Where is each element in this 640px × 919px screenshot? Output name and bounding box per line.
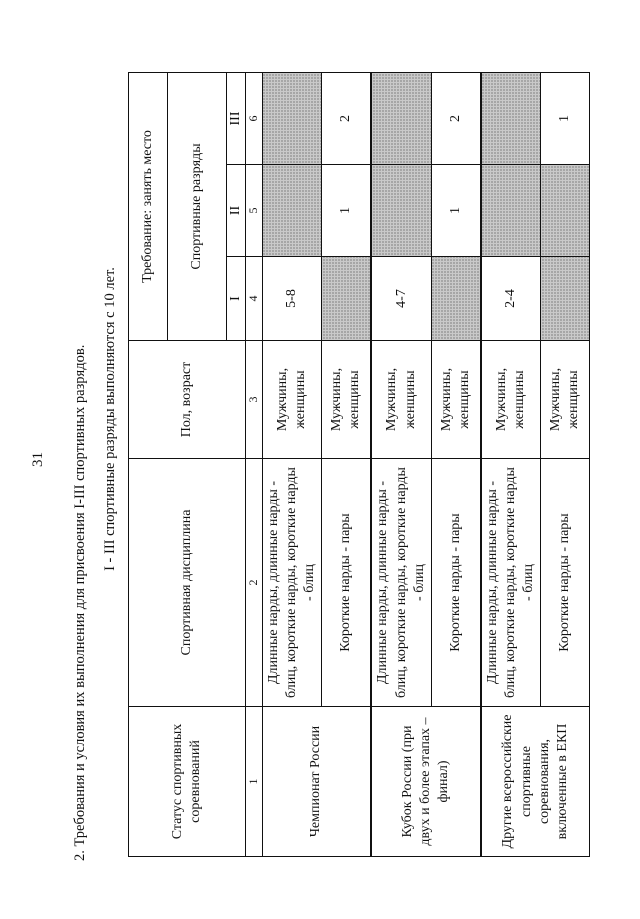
discipline-cell: Короткие нарды - пары bbox=[322, 459, 371, 707]
page-number: 31 bbox=[30, 452, 46, 467]
rank-2-cell bbox=[481, 165, 541, 257]
rank-3-cell bbox=[481, 72, 541, 164]
table-row bbox=[372, 72, 432, 856]
gender-cell: Мужчины, женщины bbox=[431, 341, 480, 459]
rank-1-cell: 5-8 bbox=[262, 257, 322, 341]
gender-cell: Мужчины, женщины bbox=[541, 341, 590, 459]
rank-1-cell: 4-7 bbox=[372, 257, 432, 341]
rank-2-cell: 1 bbox=[322, 165, 371, 257]
header-discipline: Спортивная дисциплина bbox=[129, 459, 246, 707]
rank-3-cell: 2 bbox=[431, 72, 480, 164]
gender-cell: Мужчины, женщины bbox=[322, 341, 371, 459]
status-cell: Другие всероссийские спортивные соревнования, включенные в ЕКП bbox=[481, 707, 590, 857]
discipline-cell: Короткие нарды - пары bbox=[431, 459, 480, 707]
col-number-3: 3 bbox=[246, 341, 263, 459]
rank-1-cell bbox=[431, 257, 480, 341]
col-number-4: 4 bbox=[246, 257, 263, 341]
header-gender-age: Пол, возраст bbox=[129, 341, 246, 459]
rank-1-cell: 2-4 bbox=[481, 257, 541, 341]
gender-cell: Мужчины, женщины bbox=[262, 341, 322, 459]
rank-3-cell bbox=[262, 72, 322, 164]
rank-3-cell: 1 bbox=[541, 72, 590, 164]
rank-1-cell bbox=[322, 257, 371, 341]
header-status: Статус спортивных соревнований bbox=[129, 707, 246, 857]
rank-3-cell: 2 bbox=[322, 72, 371, 164]
rank-2-cell bbox=[262, 165, 322, 257]
col-number-2: 2 bbox=[246, 459, 263, 707]
header-rank-2: II bbox=[227, 165, 246, 257]
discipline-cell: Длинные нарды, длинные нарды - блиц, короткие нарды, короткие нарды - блиц bbox=[481, 459, 541, 707]
gender-cell: Мужчины, женщины bbox=[372, 341, 432, 459]
col-number-5: 5 bbox=[246, 165, 263, 257]
table-row bbox=[481, 72, 541, 856]
rank-2-cell bbox=[372, 165, 432, 257]
requirements-table bbox=[128, 72, 590, 857]
discipline-cell: Длинные нарды, длинные нарды - блиц, короткие нарды, короткие нарды - блиц bbox=[372, 459, 432, 707]
section-subcaption: I - III спортивные разряды выполняются с 10 лет. bbox=[102, 267, 118, 571]
status-cell: Чемпионат России bbox=[262, 707, 371, 857]
header-rank-3: III bbox=[227, 72, 246, 164]
gender-cell: Мужчины, женщины bbox=[481, 341, 541, 459]
rank-2-cell: 1 bbox=[431, 165, 480, 257]
col-number-6: 6 bbox=[246, 72, 263, 164]
status-cell: Кубок России (при двух и более этапах – финал) bbox=[372, 707, 481, 857]
col-number-1: 1 bbox=[246, 707, 263, 857]
header-ranks: Спортивные разряды bbox=[168, 72, 227, 340]
discipline-cell: Короткие нарды - пары bbox=[541, 459, 590, 707]
discipline-cell: Длинные нарды, длинные нарды - блиц, короткие нарды, короткие нарды - блиц bbox=[262, 459, 322, 707]
header-rank-1: I bbox=[227, 257, 246, 341]
header-requirement: Требование: занять место bbox=[129, 72, 168, 340]
rank-3-cell bbox=[372, 72, 432, 164]
section-caption: 2. Требования и условия их выполнения для присвоения I-III спортивных разрядов. bbox=[72, 344, 88, 861]
rank-2-cell bbox=[541, 165, 590, 257]
table-row bbox=[262, 72, 322, 856]
rank-1-cell bbox=[541, 257, 590, 341]
